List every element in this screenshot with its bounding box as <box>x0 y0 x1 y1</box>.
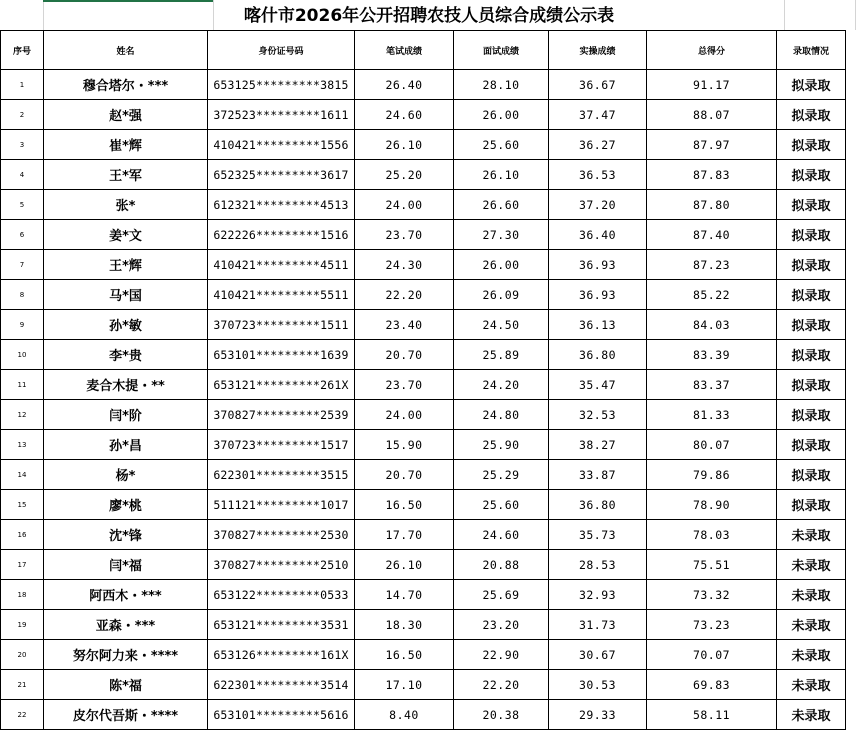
header-cell-id[interactable]: 身份证号码 <box>208 31 355 70</box>
cell-status[interactable]: 拟录取 <box>777 400 846 430</box>
cell-practical[interactable]: 28.53 <box>549 550 647 580</box>
cell-name[interactable]: 孙*昌 <box>44 430 208 460</box>
header-cell-written[interactable]: 笔试成绩 <box>355 31 454 70</box>
cell-written[interactable]: 14.70 <box>355 580 454 610</box>
sheet-title: 喀什市2026年公开招聘农技人员综合成绩公示表 <box>243 6 615 26</box>
cell-no[interactable]: 19 <box>1 610 44 640</box>
table-row <box>1 700 846 730</box>
title-row <box>0 0 858 30</box>
cell-interview[interactable]: 26.10 <box>454 160 549 190</box>
cell-name[interactable]: 亚森・*** <box>44 610 208 640</box>
cell-interview[interactable]: 27.30 <box>454 220 549 250</box>
table-row <box>1 310 846 340</box>
table-row <box>1 430 846 460</box>
cell-name[interactable]: 杨* <box>44 460 208 490</box>
header-cell-total[interactable]: 总得分 <box>647 31 777 70</box>
table-row <box>1 190 846 220</box>
table-row <box>1 640 846 670</box>
cell-name[interactable]: 王*军 <box>44 160 208 190</box>
cell-status[interactable]: 未录取 <box>777 550 846 580</box>
header-cell-interview[interactable]: 面试成绩 <box>454 31 549 70</box>
table-row <box>1 130 846 160</box>
cell-total[interactable]: 91.17 <box>647 70 777 100</box>
cell-id[interactable]: 370827*********2539 <box>208 400 355 430</box>
cell-id[interactable]: 653122*********0533 <box>208 580 355 610</box>
cell-status[interactable]: 拟录取 <box>777 310 846 340</box>
cell-interview[interactable]: 25.60 <box>454 130 549 160</box>
cell-no[interactable]: 7 <box>1 250 44 280</box>
table-row <box>1 100 846 130</box>
cell-status[interactable]: 未录取 <box>777 640 846 670</box>
cell-no[interactable]: 1 <box>1 70 44 100</box>
cell-id[interactable]: 370827*********2510 <box>208 550 355 580</box>
cell-total[interactable]: 70.07 <box>647 640 777 670</box>
cell-total[interactable]: 87.40 <box>647 220 777 250</box>
cell-status[interactable]: 未录取 <box>777 670 846 700</box>
cell-status[interactable]: 拟录取 <box>777 370 846 400</box>
score-table <box>0 30 846 730</box>
cell-practical[interactable]: 36.13 <box>549 310 647 340</box>
table-body <box>1 70 846 730</box>
cell-status[interactable]: 未录取 <box>777 610 846 640</box>
cell-status[interactable]: 拟录取 <box>777 160 846 190</box>
cell-status[interactable]: 未录取 <box>777 520 846 550</box>
cell-no[interactable]: 14 <box>1 460 44 490</box>
cell-total[interactable]: 87.97 <box>647 130 777 160</box>
cell-interview[interactable]: 20.88 <box>454 550 549 580</box>
cell-interview[interactable]: 25.29 <box>454 460 549 490</box>
cell-practical[interactable]: 30.67 <box>549 640 647 670</box>
cell-id[interactable]: 653125*********3815 <box>208 70 355 100</box>
cell-interview[interactable]: 26.60 <box>454 190 549 220</box>
cell-status[interactable]: 拟录取 <box>777 280 846 310</box>
cell-written[interactable]: 24.30 <box>355 250 454 280</box>
cell-name[interactable]: 穆合塔尔・*** <box>44 70 208 100</box>
cell-written[interactable]: 23.40 <box>355 310 454 340</box>
cell-interview[interactable]: 22.90 <box>454 640 549 670</box>
table-row <box>1 250 846 280</box>
table-row <box>1 490 846 520</box>
cell-no[interactable]: 15 <box>1 490 44 520</box>
cell-name[interactable]: 孙*敏 <box>44 310 208 340</box>
cell-no[interactable]: 10 <box>1 340 44 370</box>
cell-written[interactable]: 16.50 <box>355 490 454 520</box>
cell-no[interactable]: 2 <box>1 100 44 130</box>
cell-no[interactable]: 12 <box>1 400 44 430</box>
cell-no[interactable]: 9 <box>1 310 44 340</box>
cell-practical[interactable]: 38.27 <box>549 430 647 460</box>
cell-written[interactable]: 26.10 <box>355 130 454 160</box>
cell-name[interactable]: 张* <box>44 190 208 220</box>
cell-practical[interactable]: 36.53 <box>549 160 647 190</box>
table-row <box>1 400 846 430</box>
cell-total[interactable]: 87.23 <box>647 250 777 280</box>
cell-id[interactable]: 653121*********3531 <box>208 610 355 640</box>
cell-status[interactable]: 拟录取 <box>777 460 846 490</box>
cell-practical[interactable]: 36.80 <box>549 340 647 370</box>
cell-interview[interactable]: 22.20 <box>454 670 549 700</box>
cell-id[interactable]: 653121*********261X <box>208 370 355 400</box>
cell-status[interactable]: 拟录取 <box>777 490 846 520</box>
cell-written[interactable]: 8.40 <box>355 700 454 730</box>
cell-no[interactable]: 18 <box>1 580 44 610</box>
table-row <box>1 670 846 700</box>
cell-interview[interactable]: 26.00 <box>454 100 549 130</box>
cell-no[interactable]: 13 <box>1 430 44 460</box>
cell-name[interactable]: 姜*文 <box>44 220 208 250</box>
cell-practical[interactable]: 29.33 <box>549 700 647 730</box>
cell-id[interactable]: 370827*********2530 <box>208 520 355 550</box>
cell-id[interactable]: 410421*********1556 <box>208 130 355 160</box>
cell-total[interactable]: 84.03 <box>647 310 777 340</box>
cell-id[interactable]: 622301*********3514 <box>208 670 355 700</box>
table-row <box>1 370 846 400</box>
cell-written[interactable]: 18.30 <box>355 610 454 640</box>
cell-id[interactable]: 612321*********4513 <box>208 190 355 220</box>
cell-no[interactable]: 3 <box>1 130 44 160</box>
header-row <box>1 31 846 70</box>
cell-written[interactable]: 20.70 <box>355 460 454 490</box>
cell-no[interactable]: 8 <box>1 280 44 310</box>
cell-practical[interactable]: 36.80 <box>549 490 647 520</box>
cell-total[interactable]: 87.80 <box>647 190 777 220</box>
table-row <box>1 610 846 640</box>
cell-interview[interactable]: 25.89 <box>454 340 549 370</box>
cell-practical[interactable]: 36.93 <box>549 250 647 280</box>
cell-no[interactable]: 20 <box>1 640 44 670</box>
cell-no[interactable]: 21 <box>1 670 44 700</box>
cell-practical[interactable]: 30.53 <box>549 670 647 700</box>
cell-total[interactable]: 83.39 <box>647 340 777 370</box>
table-row <box>1 280 846 310</box>
cell-written[interactable]: 20.70 <box>355 340 454 370</box>
header-cell-no[interactable]: 序号 <box>1 31 44 70</box>
cell-id[interactable]: 653126*********161X <box>208 640 355 670</box>
cell-written[interactable]: 24.60 <box>355 100 454 130</box>
table-row <box>1 70 846 100</box>
table-row <box>1 160 846 190</box>
cell-interview[interactable]: 25.60 <box>454 490 549 520</box>
cell-total[interactable]: 85.22 <box>647 280 777 310</box>
cell-name[interactable]: 麦合木提・** <box>44 370 208 400</box>
cell-practical[interactable]: 33.87 <box>549 460 647 490</box>
cell-status[interactable]: 拟录取 <box>777 100 846 130</box>
cell-written[interactable]: 24.00 <box>355 400 454 430</box>
cell-interview[interactable]: 24.20 <box>454 370 549 400</box>
cell-id[interactable]: 410421*********5511 <box>208 280 355 310</box>
cell-status[interactable]: 拟录取 <box>777 190 846 220</box>
cell-id[interactable]: 370723*********1517 <box>208 430 355 460</box>
cell-total[interactable]: 88.07 <box>647 100 777 130</box>
cell-total[interactable]: 58.11 <box>647 700 777 730</box>
cell-status[interactable]: 未录取 <box>777 700 846 730</box>
cell-name[interactable]: 李*贵 <box>44 340 208 370</box>
cell-written[interactable]: 16.50 <box>355 640 454 670</box>
cell-id[interactable]: 653101*********1639 <box>208 340 355 370</box>
cell-id[interactable]: 410421*********4511 <box>208 250 355 280</box>
cell-interview[interactable]: 24.80 <box>454 400 549 430</box>
cell-practical[interactable]: 37.20 <box>549 190 647 220</box>
cell-practical[interactable]: 37.47 <box>549 100 647 130</box>
cell-status[interactable]: 未录取 <box>777 580 846 610</box>
cell-no[interactable]: 16 <box>1 520 44 550</box>
cell-interview[interactable]: 20.38 <box>454 700 549 730</box>
cell-id[interactable]: 370723*********1511 <box>208 310 355 340</box>
cell-no[interactable]: 17 <box>1 550 44 580</box>
cell-practical[interactable]: 36.67 <box>549 70 647 100</box>
cell-name[interactable]: 沈*锋 <box>44 520 208 550</box>
cell-interview[interactable]: 26.09 <box>454 280 549 310</box>
cell-practical[interactable]: 32.53 <box>549 400 647 430</box>
cell-name[interactable]: 阿西木・*** <box>44 580 208 610</box>
cell-name[interactable]: 廖*桃 <box>44 490 208 520</box>
cell-status[interactable]: 拟录取 <box>777 430 846 460</box>
cell-status[interactable]: 拟录取 <box>777 220 846 250</box>
cell-interview[interactable]: 25.69 <box>454 580 549 610</box>
cell-total[interactable]: 78.03 <box>647 520 777 550</box>
cell-id[interactable]: 622301*********3515 <box>208 460 355 490</box>
cell-interview[interactable]: 24.60 <box>454 520 549 550</box>
cell-no[interactable]: 5 <box>1 190 44 220</box>
cell-name[interactable]: 崔*辉 <box>44 130 208 160</box>
cell-no[interactable]: 4 <box>1 160 44 190</box>
header-cell-name[interactable]: 姓名 <box>44 31 208 70</box>
cell-written[interactable]: 22.20 <box>355 280 454 310</box>
cell-practical[interactable]: 36.27 <box>549 130 647 160</box>
cell-total[interactable]: 87.83 <box>647 160 777 190</box>
table-row <box>1 520 846 550</box>
cell-name[interactable]: 闫*阶 <box>44 400 208 430</box>
cell-written[interactable]: 26.10 <box>355 550 454 580</box>
cell-total[interactable]: 73.23 <box>647 610 777 640</box>
cell-written[interactable]: 23.70 <box>355 370 454 400</box>
cell-practical[interactable]: 31.73 <box>549 610 647 640</box>
cell-interview[interactable]: 28.10 <box>454 70 549 100</box>
table-row <box>1 460 846 490</box>
cell-total[interactable]: 80.07 <box>647 430 777 460</box>
cell-written[interactable]: 26.40 <box>355 70 454 100</box>
cell-status[interactable]: 拟录取 <box>777 340 846 370</box>
table-row <box>1 550 846 580</box>
cell-written[interactable]: 24.00 <box>355 190 454 220</box>
cell-no[interactable]: 11 <box>1 370 44 400</box>
cell-name[interactable]: 陈*福 <box>44 670 208 700</box>
cell-total[interactable]: 75.51 <box>647 550 777 580</box>
cell-total[interactable]: 73.32 <box>647 580 777 610</box>
cell-total[interactable]: 81.33 <box>647 400 777 430</box>
cell-name[interactable]: 王*辉 <box>44 250 208 280</box>
cell-interview[interactable]: 25.90 <box>454 430 549 460</box>
cell-id[interactable]: 653101*********5616 <box>208 700 355 730</box>
cell-name[interactable]: 马*国 <box>44 280 208 310</box>
cell-written[interactable]: 23.70 <box>355 220 454 250</box>
cell-status[interactable]: 拟录取 <box>777 130 846 160</box>
cell-total[interactable]: 79.86 <box>647 460 777 490</box>
cell-total[interactable]: 78.90 <box>647 490 777 520</box>
cell-id[interactable]: 652325*********3617 <box>208 160 355 190</box>
header-cell-practical[interactable]: 实操成绩 <box>549 31 647 70</box>
cell-written[interactable]: 25.20 <box>355 160 454 190</box>
cell-written[interactable]: 17.10 <box>355 670 454 700</box>
cell-practical[interactable]: 35.73 <box>549 520 647 550</box>
cell-name[interactable]: 皮尔代吾斯・**** <box>44 700 208 730</box>
header-cell-status[interactable]: 录取情况 <box>777 31 846 70</box>
cell-status[interactable]: 拟录取 <box>777 250 846 280</box>
cell-status[interactable]: 拟录取 <box>777 70 846 100</box>
cell-id[interactable]: 511121*********1017 <box>208 490 355 520</box>
cell-interview[interactable]: 26.00 <box>454 250 549 280</box>
cell-written[interactable]: 17.70 <box>355 520 454 550</box>
cell-practical[interactable]: 36.40 <box>549 220 647 250</box>
cell-written[interactable]: 15.90 <box>355 430 454 460</box>
cell-interview[interactable]: 24.50 <box>454 310 549 340</box>
cell-practical[interactable]: 36.93 <box>549 280 647 310</box>
cell-id[interactable]: 622226*********1516 <box>208 220 355 250</box>
cell-total[interactable]: 83.37 <box>647 370 777 400</box>
table-row <box>1 340 846 370</box>
cell-practical[interactable]: 32.93 <box>549 580 647 610</box>
cell-no[interactable]: 6 <box>1 220 44 250</box>
cell-practical[interactable]: 35.47 <box>549 370 647 400</box>
cell-no[interactable]: 22 <box>1 700 44 730</box>
cell-name[interactable]: 努尔阿力来・**** <box>44 640 208 670</box>
cell-name[interactable]: 赵*强 <box>44 100 208 130</box>
cell-name[interactable]: 闫*福 <box>44 550 208 580</box>
cell-id[interactable]: 372523*********1611 <box>208 100 355 130</box>
table-row <box>1 580 846 610</box>
cell-interview[interactable]: 23.20 <box>454 610 549 640</box>
table-row <box>1 220 846 250</box>
cell-total[interactable]: 69.83 <box>647 670 777 700</box>
